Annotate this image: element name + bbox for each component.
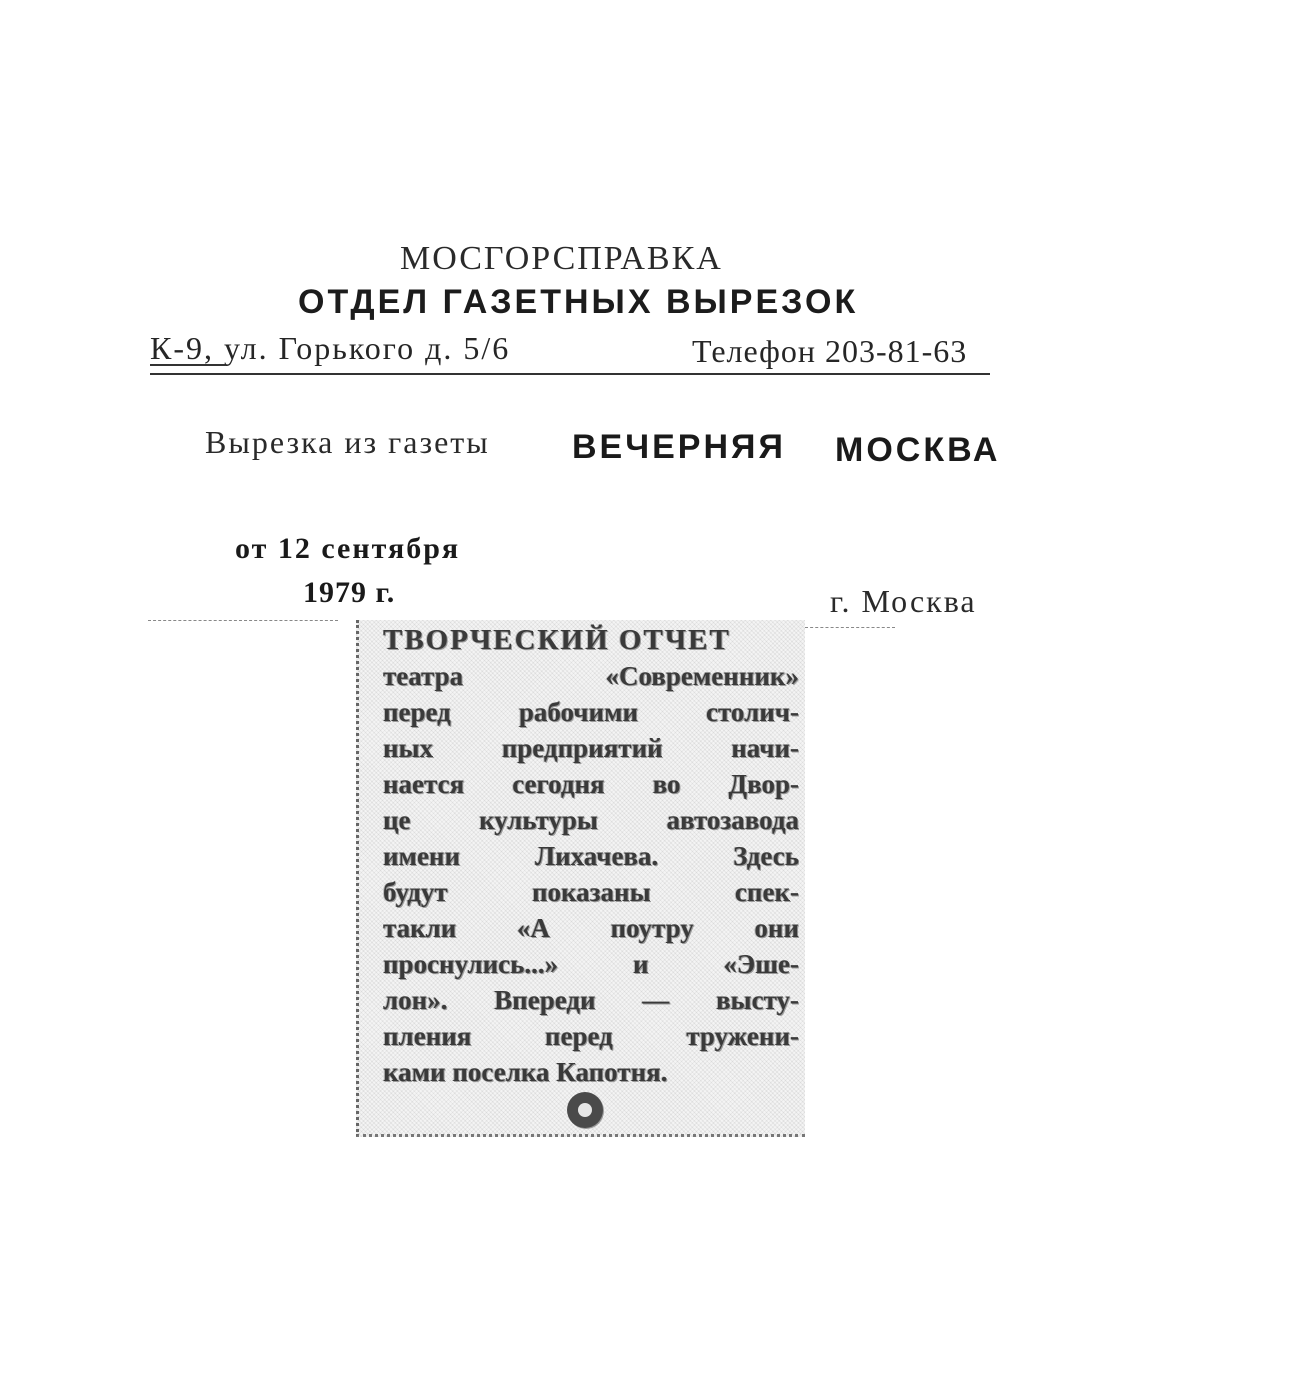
department-name: ОТДЕЛ ГАЗЕТНЫХ ВЫРЕЗОК bbox=[298, 283, 859, 321]
org-name: МОСГОРСПРАВКА bbox=[400, 240, 723, 277]
newspaper-clipping bbox=[356, 620, 805, 1137]
clipping-text-line: ками поселка Капотня. bbox=[383, 1057, 668, 1087]
phone-number: Телефон 203-81-63 bbox=[692, 333, 968, 369]
newspaper-name-word2: МОСКВА bbox=[835, 431, 1001, 469]
address: К-9, ул. Горького д. 5/6 bbox=[150, 330, 511, 366]
clipping-text-line: це культуры автозавода bbox=[383, 805, 799, 835]
clipping-text-line: пления перед тружени- bbox=[383, 1021, 799, 1051]
clipping-headline: ТВОРЧЕСКИЙ ОТЧЕТ bbox=[383, 624, 731, 656]
clipping-text-line: проснулись...» и «Эше- bbox=[383, 949, 799, 979]
clipping-text-line: будут показаны спек- bbox=[383, 877, 799, 907]
end-mark-icon bbox=[567, 1092, 603, 1128]
clipping-text-line: такли «А поутру они bbox=[383, 913, 799, 943]
clipping-text-line: имени Лихачева. Здесь bbox=[383, 841, 799, 871]
clipping-text-line: театра «Современник» bbox=[383, 661, 799, 691]
header-rule bbox=[150, 373, 990, 375]
clipping-text-line: лон». Впереди — высту- bbox=[383, 985, 799, 1015]
clipping-source-label: Вырезка из газеты bbox=[205, 424, 490, 460]
clipping-date: от 12 сентября bbox=[235, 532, 461, 565]
clipping-text-line: перед рабочими столич- bbox=[383, 697, 799, 727]
clipping-text-line: нается сегодня во Двор- bbox=[383, 769, 799, 799]
clipping-year: 1979 г. bbox=[303, 576, 396, 609]
cut-line-left bbox=[148, 620, 338, 621]
newspaper-name-word1: ВЕЧЕРНЯЯ bbox=[572, 428, 786, 466]
address-underline bbox=[150, 364, 225, 366]
city: г. Москва bbox=[830, 583, 977, 619]
clipping-text-line: ных предприятий начи- bbox=[383, 733, 799, 763]
cut-line-right bbox=[805, 627, 895, 628]
